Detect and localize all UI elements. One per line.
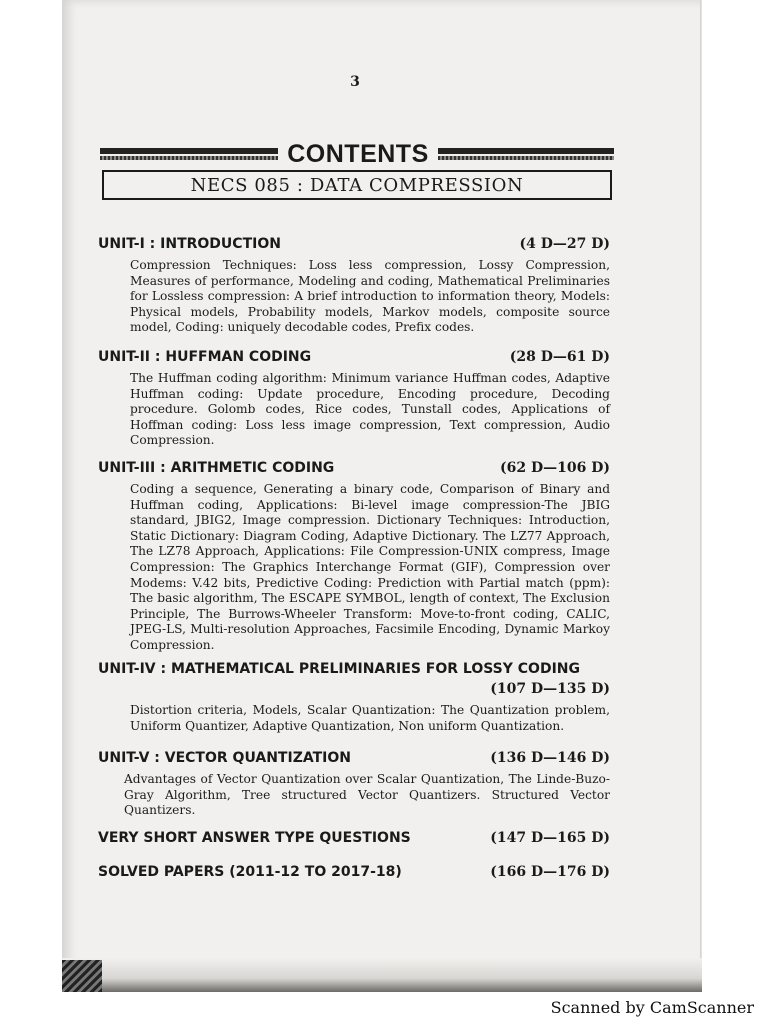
unit-title: UNIT-III : ARITHMETIC CODING bbox=[98, 460, 335, 476]
unit-description: The Huffman coding algorithm: Minimum variance Huffman codes, Adaptive Huffman coding: Update procedure, Encoding procedure, Decoding procedure. Golomb codes, Rice codes, Tunstall codes, Applications of Hoffman coding: Loss less image compression, Text compression, Audio Compression. bbox=[130, 371, 610, 448]
decorative-bar bbox=[438, 148, 614, 154]
subject-title: NECS 085 : DATA COMPRESSION bbox=[102, 170, 612, 200]
page-range: (136 D—146 D) bbox=[490, 750, 610, 766]
unit-title: UNIT-IV : MATHEMATICAL PRELIMINARIES FOR LOSSY CODING bbox=[98, 661, 580, 677]
unit-description: Advantages of Vector Quantization over Scalar Quantization, The Linde-Buzo-Gray Algorithm, Tree structured Vector Quantizers. Structured Vector Quantizers. bbox=[124, 772, 610, 818]
page-range: (4 D—27 D) bbox=[519, 236, 610, 252]
page-range: (62 D—106 D) bbox=[500, 460, 610, 476]
decorative-bar bbox=[100, 148, 278, 154]
decorative-bar bbox=[100, 156, 278, 160]
page-corner-shade bbox=[62, 960, 102, 992]
unit-entry bbox=[98, 349, 610, 449]
extra-entry bbox=[98, 864, 610, 884]
contents-header bbox=[100, 142, 615, 172]
unit-title: UNIT-II : HUFFMAN CODING bbox=[98, 349, 312, 365]
unit-entry bbox=[98, 750, 610, 819]
page-range: (166 D—176 D) bbox=[490, 864, 610, 880]
page-range: (147 D—165 D) bbox=[490, 830, 610, 846]
contents-title: CONTENTS bbox=[287, 140, 429, 168]
extra-entry bbox=[98, 830, 610, 850]
page-range: (107 D—135 D) bbox=[490, 681, 610, 697]
unit-title: UNIT-V : VECTOR QUANTIZATION bbox=[98, 750, 351, 766]
page-range: (28 D—61 D) bbox=[509, 349, 610, 365]
page-bottom-shadow bbox=[62, 958, 702, 992]
unit-description: Distortion criteria, Models, Scalar Quantization: The Quantization problem, Uniform Quantizer, Adaptive Quantization, Non uniform Quantization. bbox=[130, 703, 610, 733]
page-number: 3 bbox=[350, 74, 360, 90]
unit-title: UNIT-I : INTRODUCTION bbox=[98, 236, 281, 252]
unit-description: Compression Techniques: Loss less compression, Lossy Compression, Measures of performance, Modeling and coding, Mathematical Preliminaries for Lossless compression: A brief introduction to information theory, Models: Physical models, Probability models, Markov models, composite source model, Coding: uniquely decodable codes, Prefix codes. bbox=[130, 258, 610, 335]
decorative-bar bbox=[438, 156, 614, 160]
right-margin bbox=[702, 0, 768, 992]
unit-entry bbox=[98, 661, 610, 734]
unit-entry bbox=[98, 460, 610, 654]
scanner-watermark: Scanned by CamScanner bbox=[550, 998, 754, 1017]
unit-description: Coding a sequence, Generating a binary code, Comparison of Binary and Huffman coding, Applications: Bi-level image compression-The JBIG standard, JBIG2, Image compression. Dictionary Techniques: Introduction, Static Dictionary: Diagram Coding, Adaptive Dictionary. The LZ77 Approach, The LZ78 Approach, Applications: File Compression-UNIX compress, Image Compression: The Graphics Interchange Format (GIF), Compression over Modems: V.42 bits, Predictive Coding: Prediction with Partial match (ppm): The basic algorithm, The ESCAPE SYMBOL, length of context, The Exclusion Principle, The Burrows-Wheeler Transform: Move-to-front coding, CALIC, JPEG-LS, Multi-resolution Approaches, Facsimile Encoding, Dynamic Markoy Compression. bbox=[130, 482, 610, 652]
unit-title: VERY SHORT ANSWER TYPE QUESTIONS bbox=[98, 830, 411, 846]
unit-entry bbox=[98, 236, 610, 336]
scanner-footer bbox=[0, 992, 768, 1024]
unit-title: SOLVED PAPERS (2011-12 TO 2017-18) bbox=[98, 864, 402, 880]
